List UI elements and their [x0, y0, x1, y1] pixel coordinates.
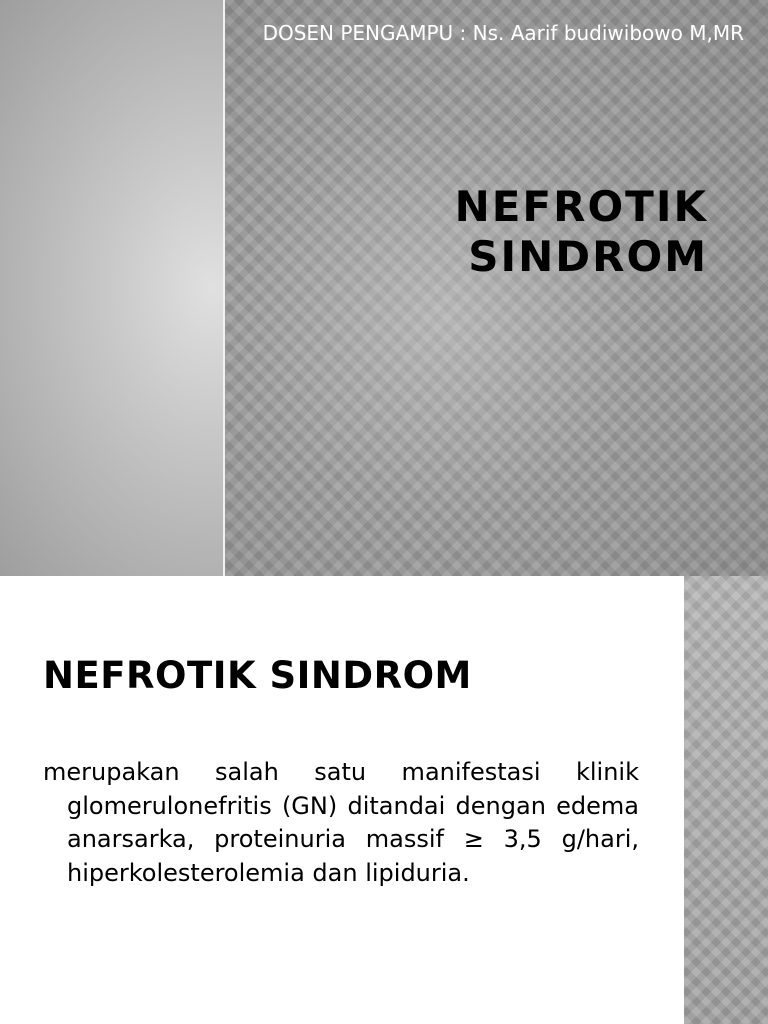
right-pattern-stripe [684, 576, 768, 1024]
slide-title-line-2: SINDROM [468, 232, 708, 281]
lecturer-subtitle: DOSEN PENGAMPU : Ns. Aarif budiwibowo M,MR [262, 21, 744, 45]
content-slide [0, 576, 768, 1024]
slide-title-line-1: NEFROTIK [454, 182, 708, 231]
right-pattern-panel [225, 0, 768, 576]
definition-paragraph: merupakan salah satu manifestasi klinik glomerulonefritis (GN) ditandai dengan edema anarsarka, proteinuria massif ≥ 3,5 g/hari, hiperkolesterolemia dan lipiduria. [43, 758, 639, 887]
left-gradient-panel [0, 0, 223, 576]
slide-title [268, 182, 708, 282]
content-heading: NEFROTIK SINDROM [43, 654, 472, 697]
